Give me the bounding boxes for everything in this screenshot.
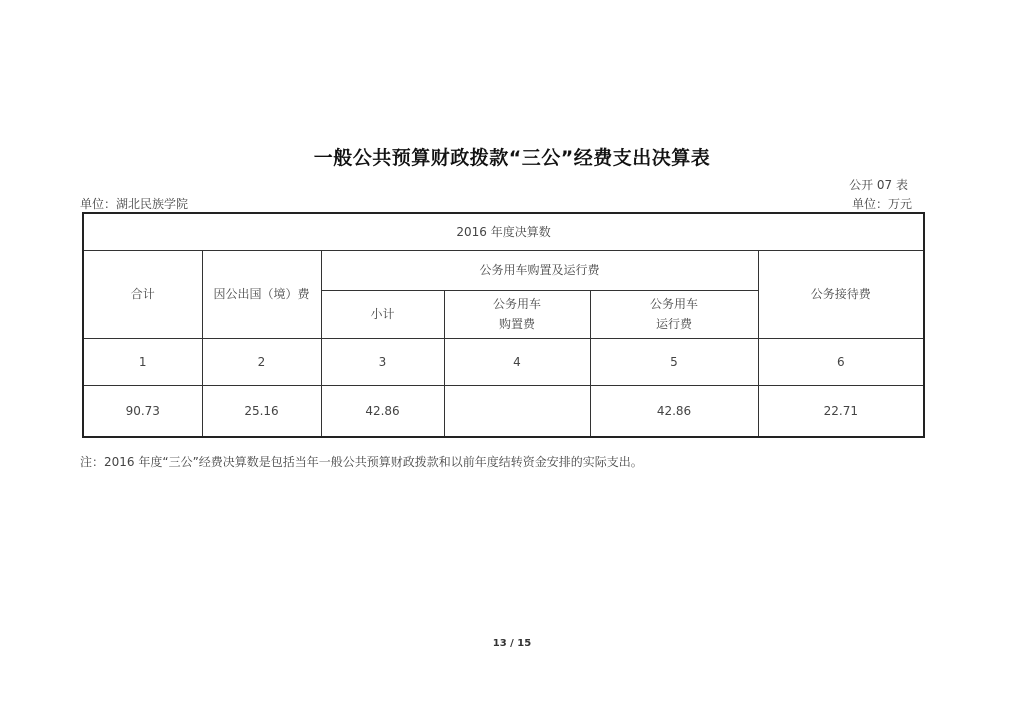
value-abroad: 25.16 [202,385,321,437]
table-cell: 2 [202,338,321,385]
table-header-row-1 [83,250,924,290]
table-cell: 1 [83,338,202,385]
value-total: 90.73 [83,385,202,437]
header-abroad: 因公出国（境）费 [202,250,321,338]
header-subtotal: 小计 [321,290,444,338]
year-header: 2016 年度决算数 [83,213,924,250]
value-reception: 22.71 [758,385,924,437]
table-header-row-year [83,213,924,250]
form-number: 公开 07 表 [849,178,908,192]
page-title: 一般公共预算财政拨款“三公”经费支出决算表 [313,147,711,169]
table-cell: 6 [758,338,924,385]
table-cell: 5 [590,338,758,385]
header-vehicle-purchase: 公务用车 购置费 [444,290,590,338]
value-vehicle-purchase [444,385,590,437]
unit-currency: 单位：万元 [851,197,912,211]
value-subtotal: 42.86 [321,385,444,437]
header-vehicle-group: 公务用车购置及运行费 [321,250,758,290]
expenditure-table [82,212,925,438]
page-number: 13 / 15 [492,638,532,649]
table-row-values [83,385,924,437]
table-cell: 4 [444,338,590,385]
table-cell: 3 [321,338,444,385]
table-row-index [83,338,924,385]
footnote: 注：2016 年度“三公”经费决算数是包括当年一般公共预算财政拨款和以前年度结转资金安排的实际支出。 [80,455,643,469]
header-reception: 公务接待费 [758,250,924,338]
value-vehicle-operation: 42.86 [590,385,758,437]
header-total: 合计 [83,250,202,338]
unit-organization: 单位：湖北民族学院 [80,197,189,211]
header-vehicle-operation: 公务用车 运行费 [590,290,758,338]
